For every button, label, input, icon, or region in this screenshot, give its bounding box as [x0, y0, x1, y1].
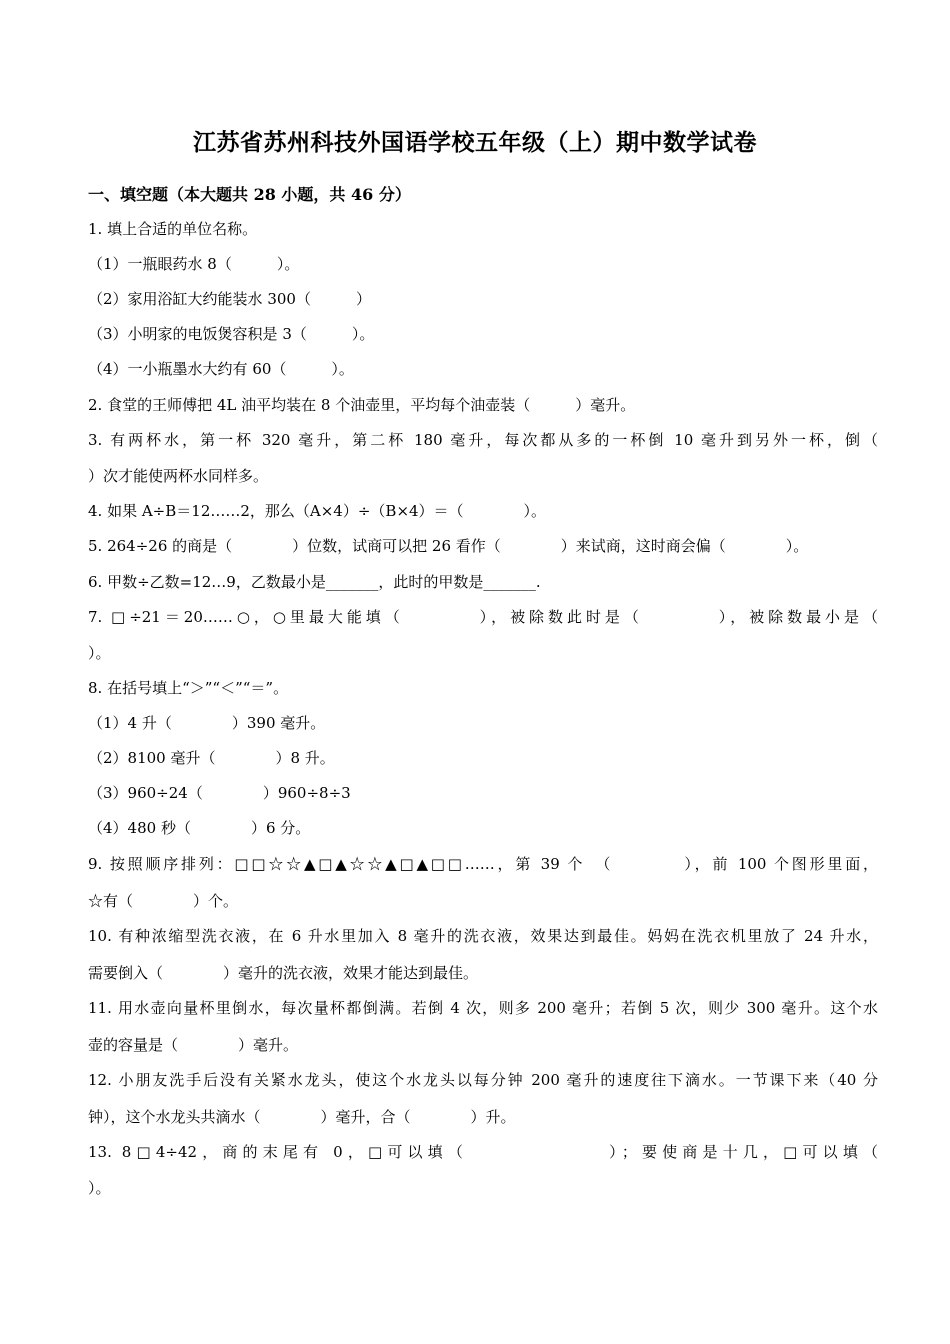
question-1: 1. 填上合适的单位名称。 [88, 220, 258, 238]
question-6: 6. 甲数÷乙数=12…9，乙数最小是_______，此时的甲数是_______. [88, 573, 541, 591]
question-8-part-1: （1）4 升（ ）390 毫升。 [88, 714, 326, 732]
question-5: 5. 264÷26 的商是（ ）位数，试商可以把 26 看作（ ）来试商，这时商会偏（ ）。 [88, 537, 809, 555]
question-2: 2. 食堂的王师傅把 4L 油平均装在 8 个油壶里，平均每个油壶装（ ）毫升。 [88, 396, 636, 414]
question-10-line-2: 需要倒入（ ）毫升的洗衣液，效果才能达到最佳。 [88, 964, 479, 982]
question-4: 4. 如果 A÷B＝12……2，那么（A×4）÷（B×4）＝（ ）。 [88, 502, 547, 520]
question-11-line-1: 11. 用水壶向量杯里倒水，每次量杯都倒满。若倒 4 次，则多 200 毫升；若倒 5 次，则少 300 毫升。这个水 [88, 999, 878, 1017]
question-10-line-1: 10. 有种浓缩型洗衣液，在 6 升水里加入 8 毫升的洗衣液，效果达到最佳。妈妈在洗衣机里放了 24 升水， [88, 927, 878, 945]
question-1-part-2: （2）家用浴缸大约能装水 300（ ） [88, 290, 371, 308]
question-11-line-2: 壶的容量是（ ）毫升。 [88, 1036, 299, 1054]
question-8: 8. 在括号填上“＞”“＜”“＝”。 [88, 679, 289, 697]
question-1-part-1: （1）一瓶眼药水 8（ ）。 [88, 255, 300, 273]
section-heading: 一、填空题（本大题共 28 小题，共 46 分） [88, 185, 411, 204]
question-7-line-1: 7. □÷21＝20……○，○里最大能填（ ），被除数此时是（ ），被除数最小是（ [88, 608, 878, 626]
question-3-line-2: ）次才能使两杯水同样多。 [88, 467, 269, 485]
question-7-line-2: ）。 [88, 644, 111, 662]
question-8-part-2: （2）8100 毫升（ ）8 升。 [88, 749, 335, 767]
question-12-line-2: 钟），这个水龙头共滴水（ ）毫升，合（ ）升。 [88, 1108, 516, 1126]
question-8-part-3: （3）960÷24（ ）960÷8÷3 [88, 784, 351, 802]
question-8-part-4: （4）480 秒（ ）6 分。 [88, 819, 311, 837]
question-1-part-3: （3）小明家的电饭煲容积是 3（ ）。 [88, 325, 375, 343]
question-12-line-1: 12. 小朋友洗手后没有关紧水龙头，使这个水龙头以每分钟 200 毫升的速度往下滴水。一节课下来（40 分 [88, 1071, 878, 1089]
question-1-part-4: （4）一小瓶墨水大约有 60（ ）。 [88, 360, 354, 378]
question-13-line-2: ）。 [88, 1179, 111, 1197]
question-3-line-1: 3. 有两杯水，第一杯 320 毫升，第二杯 180 毫升，每次都从多的一杯倒 10 毫升到另外一杯，倒（ [88, 431, 878, 449]
question-9-line-1: 9. 按照顺序排列：□□☆☆▲□▲☆☆▲□▲□□……，第 39 个 （ ），前 100 个图形里面， [88, 855, 878, 873]
question-9-line-2: ☆有（ ）个。 [88, 892, 239, 910]
page-title: 江苏省苏州科技外国语学校五年级（上）期中数学试卷 [193, 129, 757, 156]
question-13-line-1: 13. 8□4÷42，商的末尾有 0，□可以填（ ）；要使商是十几，□可以填（ [88, 1143, 878, 1161]
